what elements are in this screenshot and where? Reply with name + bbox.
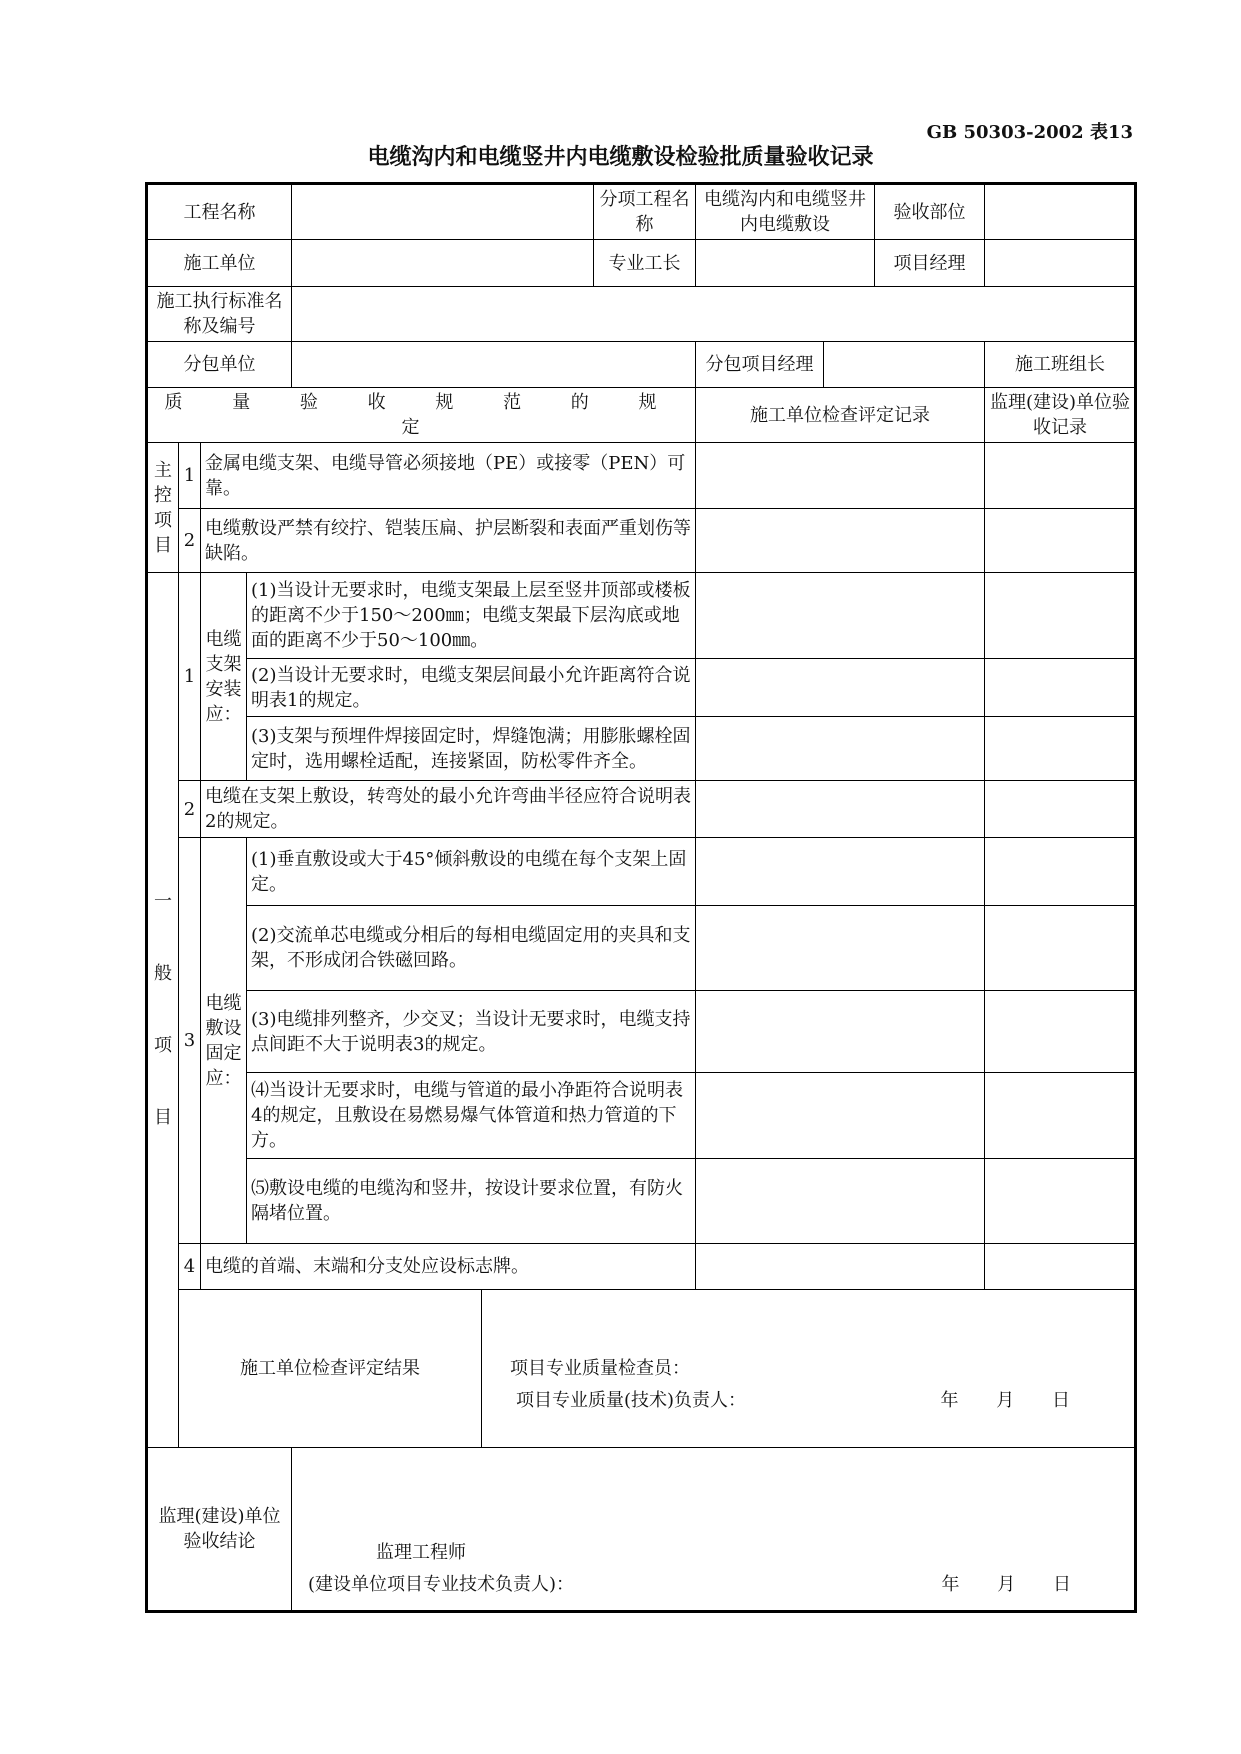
general-item-4-supervision[interactable] [985,1244,1136,1290]
sub-pm-value[interactable] [824,342,985,388]
subcontractor-label: 分包单位 [147,342,292,388]
general-item-3-sub-4: ⑷当设计无要求时，电缆与管道的最小净距符合说明表4的规定，且敷设在易燃易爆气体管道和热力管道的下方。 [247,1073,696,1159]
result-sign-area[interactable] [482,1290,1134,1447]
pm-value[interactable] [985,240,1136,287]
standard-value[interactable] [292,287,1136,342]
general-item-3-sub-5: ⑸敷设电缆的电缆沟和竖井，按设计要求位置，有防火隔堵位置。 [247,1159,696,1244]
result-label: 施工单位检查评定结果 [179,1290,482,1448]
general-item-1-group: 电缆支架安装应： [201,573,247,781]
main-control-item-2-text: 电缆敷设严禁有绞拧、铠装压扁、护层断裂和表面严重划伤等缺陷。 [201,509,696,573]
foreman-label: 专业工长 [594,240,696,287]
general-item-3-sub-1-check[interactable] [696,838,985,906]
general-item-3-sub-2: (2)交流单芯电缆或分相后的每相电缆固定用的夹具和支架，不形成闭合铁磁回路。 [247,906,696,991]
main-control-item-1-text: 金属电缆支架、电缆导管必须接地（PE）或接零（PEN）可靠。 [201,443,696,509]
standard-code: GB 50303-2002 表13 [926,122,1133,143]
general-item-3-sub-5-supervision[interactable] [985,1159,1136,1244]
general-item-4-text: 电缆的首端、末端和分支处应设标志牌。 [201,1244,696,1290]
accept-part-label: 验收部位 [875,184,985,240]
general-item-3-sub-4-supervision[interactable] [985,1073,1136,1159]
main-control-item-2-supervision[interactable] [985,509,1136,573]
general-item-3-sub-1-supervision[interactable] [985,838,1136,906]
general-item-3-sub-3-check[interactable] [696,991,985,1073]
construction-unit-label: 施工单位 [147,240,292,287]
general-item-3-group: 电缆敷设固定应： [201,838,247,1244]
general-item-2-check[interactable] [696,781,985,838]
main-control-label: 主控项目 [147,443,179,573]
conclusion-responsible: (建设单位项目专业技术负责人)： [308,1574,575,1595]
general-item-3-sub-3: (3)电缆排列整齐，少交叉；当设计无要求时，电缆支持点间距不大于说明表3的规定。 [247,991,696,1073]
conclusion-engineer: 监理工程师 [376,1542,466,1563]
team-leader-label: 施工班组长 [985,342,1136,388]
project-name-label: 工程名称 [147,184,292,240]
sub-pm-label: 分包项目经理 [696,342,824,388]
subcontractor-value[interactable] [292,342,696,388]
general-item-4-no: 4 [179,1244,201,1290]
construction-unit-value[interactable] [292,240,594,287]
supervision-record-header: 监理(建设)单位验收记录 [985,388,1136,443]
conclusion-label: 监理(建设)单位验收结论 [147,1448,292,1612]
general-item-1-sub-3-supervision[interactable] [985,717,1136,781]
sub-item-label: 分项工程名称 [594,184,696,240]
general-item-1-no: 1 [179,573,201,781]
general-label: 一般项目 [147,573,179,1448]
main-control-item-1-supervision[interactable] [985,443,1136,509]
result-inspector: 项目专业质量检查员： [510,1358,690,1379]
accept-part-value[interactable] [985,184,1136,240]
general-item-1-sub-3: (3)支架与预埋件焊接固定时，焊缝饱满；用膨胀螺栓固定时，选用螺栓适配，连接紧固，防松零件齐全。 [247,717,696,781]
result-date: 年 月 日 [940,1390,1086,1411]
conclusion-sign-area[interactable] [292,1448,1135,1610]
result-responsible: 项目专业质量(技术)负责人： [516,1390,747,1411]
main-control-item-2-check[interactable] [696,509,985,573]
general-item-3-sub-5-check[interactable] [696,1159,985,1244]
general-item-1-sub-2: (2)当设计无要求时，电缆支架层间最小允许距离符合说明表1的规定。 [247,659,696,717]
general-item-3-no: 3 [179,838,201,1244]
foreman-value[interactable] [696,240,875,287]
standard-label: 施工执行标准名称及编号 [147,287,292,342]
general-item-3-sub-3-supervision[interactable] [985,991,1136,1073]
general-item-3-sub-4-check[interactable] [696,1073,985,1159]
general-item-1-sub-3-check[interactable] [696,717,985,781]
general-item-3-sub-2-check[interactable] [696,906,985,991]
inspection-record-table [145,182,1137,1613]
general-item-2-no: 2 [179,781,201,838]
general-item-2-supervision[interactable] [985,781,1136,838]
main-control-item-2-no: 2 [179,509,201,573]
project-name-value[interactable] [292,184,594,240]
general-item-2-text: 电缆在支架上敷设，转弯处的最小允许弯曲半径应符合说明表2的规定。 [201,781,696,838]
main-control-item-1-check[interactable] [696,443,985,509]
sub-item-value: 电缆沟内和电缆竖井内电缆敷设 [696,184,875,240]
conclusion-date: 年 月 日 [941,1574,1087,1595]
general-item-3-sub-1: (1)垂直敷设或大于45°倾斜敷设的电缆在每个支架上固定。 [247,838,696,906]
general-item-1-sub-1-supervision[interactable] [985,573,1136,659]
general-item-1-sub-1-check[interactable] [696,573,985,659]
check-record-header: 施工单位检查评定记录 [696,388,985,443]
pm-label: 项目经理 [875,240,985,287]
general-item-1-sub-1: (1)当设计无要求时，电缆支架最上层至竖井顶部或楼板的距离不少于150～200㎜；电缆支架最下层沟底或地面的距离不少于50～100㎜。 [247,573,696,659]
general-item-4-check[interactable] [696,1244,985,1290]
spec-header: 质 量 验 收 规 范 的 规 定 [147,388,696,443]
general-item-3-sub-2-supervision[interactable] [985,906,1136,991]
general-item-1-sub-2-supervision[interactable] [985,659,1136,717]
general-item-1-sub-2-check[interactable] [696,659,985,717]
main-control-item-1-no: 1 [179,443,201,509]
page-title: 电缆沟内和电缆竖井内电缆敷设检验批质量验收记录 [367,145,874,170]
